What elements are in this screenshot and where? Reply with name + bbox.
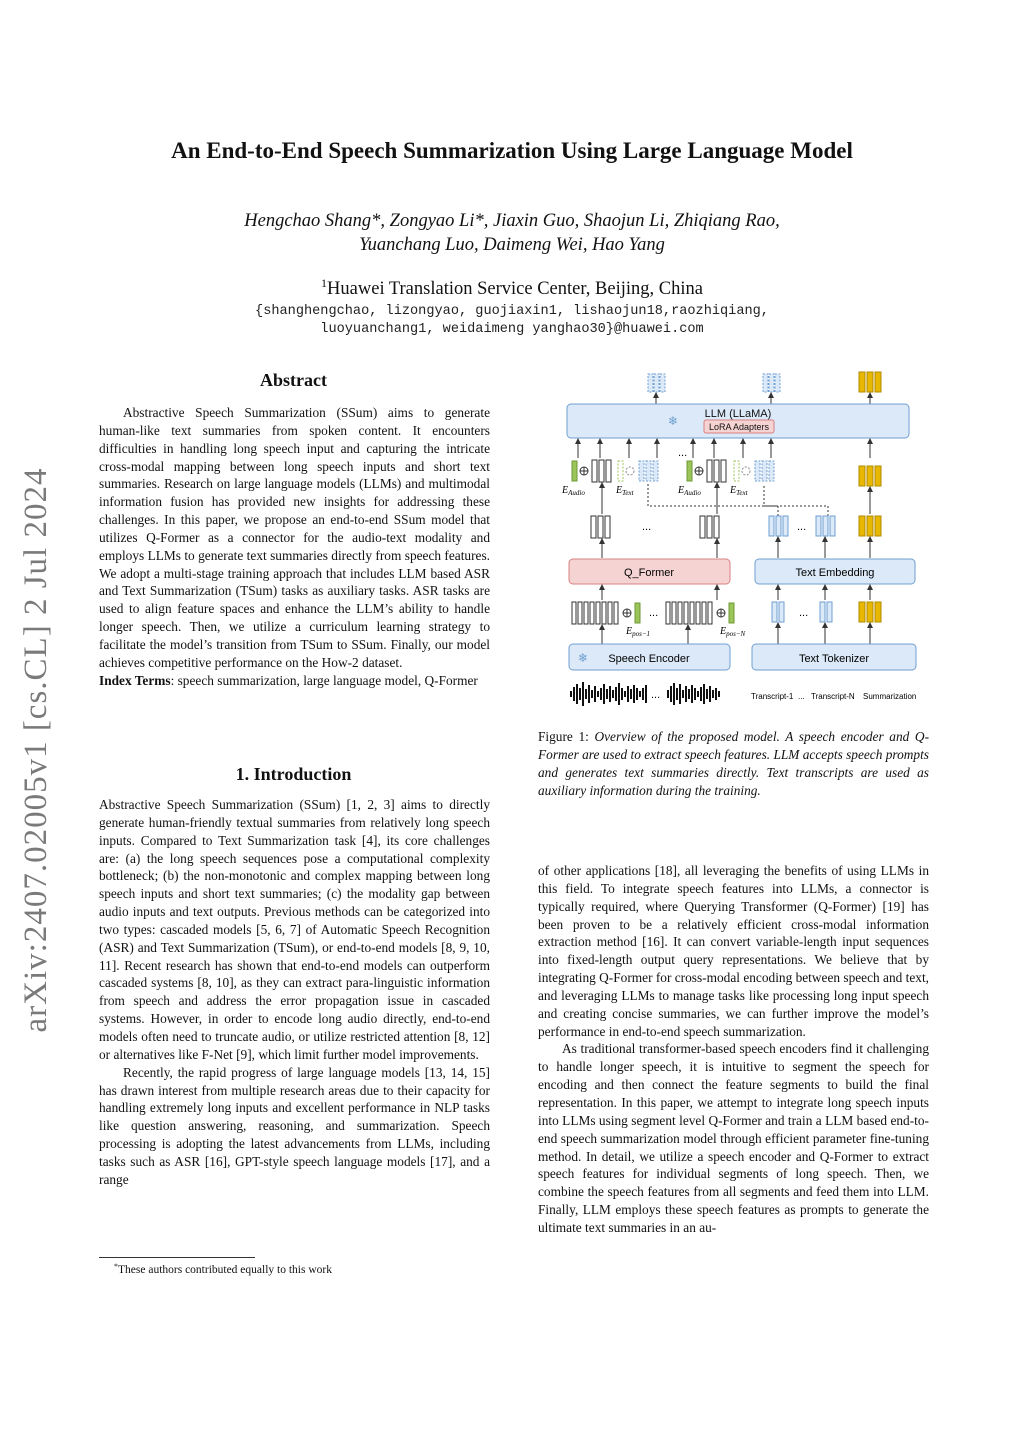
text-tokens-dashed-1 [639, 461, 658, 481]
speech-waveform-segment-1 [570, 682, 647, 706]
speech-waveform-segment-2 [667, 683, 720, 705]
intro-paragraph-2: Recently, the rapid progress of large language models [13, 14, 15] has drawn interest from multiple research areas due to their capacity for handling extremely long inputs and excellent performance in NLP tasks like question answering, reasoning, and summarization. Speech processing is adopting the latest advancements from LLMs, including tasks such as ASR [16], GPT-style speech language models [17], and a range [99, 1064, 490, 1187]
e-text-embedding-2 [734, 461, 739, 481]
index-terms [99, 672, 490, 690]
footnote-rule [99, 1257, 255, 1258]
waveform-ellipsis: ... [651, 689, 661, 701]
authors-line-2: Yuanchang Luo, Daimeng Wei, Hao Yang [359, 235, 665, 255]
e-text-embedding-1 [618, 461, 623, 481]
tokenizer-outputs-2 [820, 602, 832, 622]
qformer-output-tokens-1 [591, 516, 610, 538]
lora-label: LoRA Adapters [708, 422, 770, 432]
introduction-heading: 1. Introduction [235, 764, 352, 784]
paper-title: An End-to-End Speech Summarization Using Large Language Model [171, 138, 853, 163]
emails-line-2: luoyuanchang1, weidaimeng yanghao30}@huawei.com [320, 322, 704, 337]
right-column-body [538, 862, 929, 1237]
speech-encoder-frames-2 [666, 602, 712, 624]
speech-feature-tokens-2 [707, 460, 726, 482]
summarization-label: Summarization [863, 692, 917, 701]
index-terms-label: Index Terms [99, 672, 171, 688]
e-audio-label-1: $E_{Audio}$ [562, 485, 585, 497]
llm-input-arrows [578, 441, 870, 458]
abstract-body [99, 404, 490, 690]
qformer-output-ellipsis: ... [642, 521, 652, 533]
e-audio-embedding-1 [572, 461, 577, 481]
caption-text: Overview of the proposed model. A speech encoder and Q-Former are used to extract speech features. LLM accepts speech prompts and generates text summaries directly. Text transcripts are used as auxiliary information during the training. [538, 729, 930, 798]
speech-encoder-label: Speech Encoder [608, 653, 690, 665]
footnote-mark: * [114, 1262, 118, 1271]
transcript-ellipsis: ... [798, 692, 805, 701]
index-terms-text: : speech summarization, large language model, Q-Former [170, 672, 478, 688]
text-tokens-dashed-2 [755, 461, 774, 481]
tokenizer-output-ellipsis: ... [799, 607, 809, 619]
text-embedding-label: Text Embedding [795, 567, 875, 579]
summary-embedding-tokens [859, 466, 881, 486]
qformer-label: Q_Former [623, 567, 675, 579]
transcript-1-label: Transcript-1 [751, 692, 794, 701]
e-text-label-2: $E_{Text}$ [730, 485, 748, 497]
abstract-text: Abstractive Speech Summarization (SSum) aims to generate human-like text summaries from spoken content. It encounters difficulties in handling long speech input and capturing the intricate cross-modal mapping between long speech inputs and short text summaries. Research on large language models (LLMs) and multimodal information fusion has provided new insights for addressing these challenges. In this paper, we propose an end-to-end SSum model that utilizes Q-Former as a connector for the audio-text modality and employs LLMs to generate text summaries directly from speech features. We adopt a multi-stage training approach that includes LLM based ASR and Text Summarization (TSum) tasks as auxiliary tasks. ASR tasks are used to align feature spaces and enhance the LLM’s ability to handle longer speech. Then, we utilize a curriculum learning strategy to facilitate the model’s transition from TSum to SSum. Finally, our model achieves competitive performance on the How-2 dataset. [99, 405, 490, 670]
intro-paragraph-1: Abstractive Speech Summarization (SSum) [1, 2, 3] aims to directly generate human-friendly textual summaries from relatively long speech inputs. Compared to Text Summarization task [4], its core challenges are: (a) the long speech sequences pose a computational complexity bottleneck; (b) the non-monotonic and complex mapping between long speech inputs and short text summaries; (c) the modality gap between audio inputs and text outputs. Previous methods can be categorized into two types: cascaded models [5, 6, 7] of Automatic Speech Recognition (ASR) and Text Summarization (TSum), or end-to-end models [8, 9, 10, 11]. Recent research has shown that end-to-end models can outperform cascaded systems [8, 10], as they can extract para-linguistic information from speech and address the error propagation issue in cascaded systems. However, in order to encode long audio directly, end-to-end models often need to truncate audio, or utilize restricted attention [8, 12] or alternatives like F-Net [9], which limit further model improvements. [99, 797, 490, 1062]
tokenizer-summary-outputs [859, 602, 881, 622]
speech-encoder-frames-1 [572, 602, 618, 624]
e-pos-embedding-1 [635, 603, 640, 623]
llm-output-summary-tokens [859, 372, 881, 392]
llm-freeze-icon: ❄ [668, 414, 679, 428]
speech-encoder-freeze-icon: ❄ [578, 651, 589, 665]
speech-feature-tokens-1 [592, 460, 611, 482]
module-input-arrows [602, 587, 870, 600]
text-embedding-output-ellipsis: ... [797, 521, 807, 533]
transcript-n-label: Transcript-N [811, 692, 855, 701]
text-embedding-summary-outputs [859, 516, 881, 536]
right-paragraph-2: As traditional transformer-based speech encoders find it challenging to handle longer speech, it is intuitive to segment the speech for encoding and then connect the feature segments to build the final representation. In this paper, we attempt to integrate long speech inputs into LLMs using segment level Q-Former and train a LLM based end-to-end speech summarization model through efficient parameter fine-tuning method. In detail, we utilize a speech encoder and Q-Former to extract speech features for individual segments of long speech. Then, we combine the speech features from all segments and feed them into LLM. Finally, LLM employs these speech features as prompts to generate the ultimate text summaries in an au- [538, 1041, 929, 1235]
affiliation [0, 276, 1024, 300]
introduction-body [99, 796, 490, 1189]
caption-label: Figure 1: [538, 729, 595, 744]
llm-input-ellipsis: ... [678, 447, 688, 459]
affiliation-text: Huawei Translation Service Center, Beijing, China [327, 279, 703, 299]
module-output-arrows [602, 539, 870, 558]
affiliation-superscript: 1 [321, 276, 328, 290]
e-pos-embedding-n [729, 603, 734, 623]
e-pos-1-label: $E_{pos-1}$ [626, 626, 651, 638]
tokenizer-outputs-1 [772, 602, 784, 622]
emails-line-1: {shanghengchao, lizongyao, guojiaxin1, lishaojun18,raozhiqiang, [255, 304, 769, 319]
llm-label: LLM (LLaMA) [704, 408, 772, 420]
e-audio-embedding-2 [687, 461, 692, 481]
text-embedding-outputs-2 [816, 516, 835, 536]
abstract-heading: Abstract [260, 370, 327, 390]
llm-output-tokens-dashed-1 [648, 374, 665, 392]
footnote [114, 1262, 494, 1276]
figure-1-model-diagram [538, 366, 930, 710]
qformer-output-tokens-2 [700, 516, 719, 538]
e-audio-label-2: $E_{Audio}$ [678, 485, 701, 497]
text-tokenizer-label: Text Tokenizer [798, 653, 870, 665]
e-pos-n-label: $E_{pos-N}$ [720, 626, 746, 638]
llm-output-arrows [656, 395, 870, 404]
speech-frames-ellipsis: ... [649, 607, 659, 619]
text-embedding-outputs-1 [769, 516, 788, 536]
footnote-text: These authors contributed equally to this work [118, 1264, 332, 1276]
e-text-label-1: $E_{Text}$ [616, 485, 634, 497]
right-paragraph-1: of other applications [18], all leveraging the benefits of using LLMs in this field. To integrate speech features into LLMs, a connector is typically required, where Querying Transformer (Q-Former) [19] has been proven to be a relatively efficient cross-modal information extraction method [16]. It can convert variable-length input sequences into fixed-length output query representations. We believe that by integrating Q-Former for cross-modal encoding between speech and text, and leveraging LLMs to manage tasks like processing long input speech and creating concise summaries, we can further improve the model’s performance in end-to-end speech summarization. [538, 863, 929, 1039]
arxiv-identifier-stamp: arXiv:2407.02005v1 [cs.CL] 2 Jul 2024 [18, 467, 54, 1033]
figure-1-caption [538, 728, 929, 800]
authors-line-1: Hengchao Shang*, Zongyao Li*, Jiaxin Guo, Shaojun Li, Zhiqiang Rao, [244, 211, 780, 231]
llm-output-tokens-dashed-2 [763, 374, 780, 392]
